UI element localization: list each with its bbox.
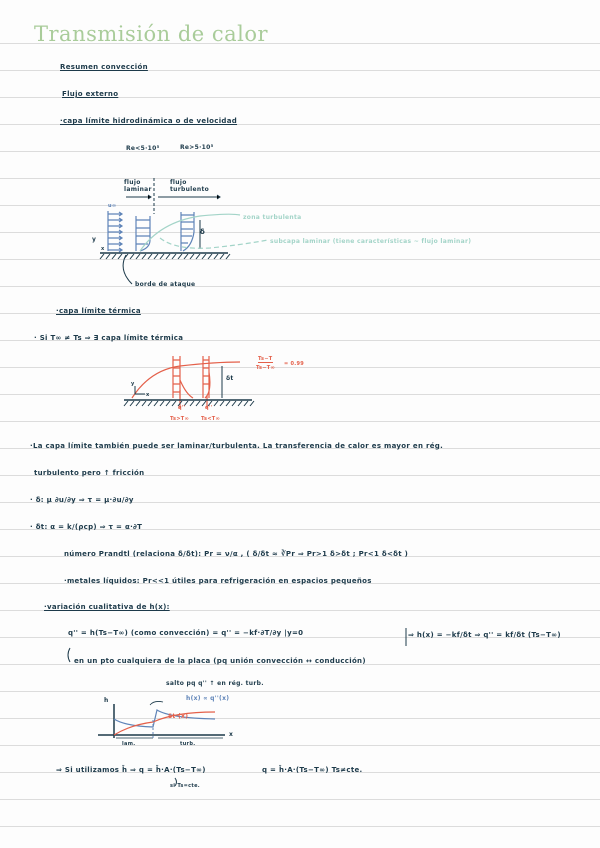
label-q1: q'' [178,405,186,411]
label-delta: δ [200,228,206,236]
reynolds-turbulento: Re>5·10⁵ [180,144,214,151]
velocity-arrow [108,248,122,252]
label-lam: lam. [122,741,136,747]
graph-axis-y: h [104,697,109,704]
heading-variacion: ·variación cualitativa de h(x): [44,603,170,611]
label-hx: h(x) ∝ q''(x) [186,695,230,702]
note-line: número Prandtl (relaciona δ/δt): Pr = ν/α , ( δ/δt ≈ ∛Pr ⇒ Pr>1 δ>δt ; Pr<1 δ<δt ) [64,550,409,558]
page-title: Transmisión de calor [34,22,269,46]
reynolds-laminar: Re<5·10⁵ [126,145,160,152]
velocity-arrow [108,212,122,216]
label-turb: turb. [180,741,196,747]
label-zona-turbulenta: zona turbulenta [243,214,302,221]
label-ts-gt: Ts>T∞ [170,416,189,422]
label-flujo-turbulento: flujo turbulento [170,179,210,193]
thermal-axis-y: y [131,381,135,387]
label-ts-lt: Ts<T∞ [201,416,220,422]
axis-x: x [101,246,105,252]
final-right: q = h̄·A·(Ts−T∞) Ts≠cte. [262,766,363,774]
axis-y: y [92,236,97,243]
heading-resumen: Resumen convección [60,63,148,71]
heading-capa-termica: ·capa límite térmica [56,307,141,315]
label-q2: q'' [205,405,213,411]
velocity-arrow [108,236,122,240]
velocity-profiles [108,211,194,252]
thermal-condition: · Si T∞ ≠ Ts ⇒ ∃ capa límite térmica [34,334,184,342]
graph-axis-x: x [229,731,234,738]
label-borde-ataque: borde de ataque [135,281,196,288]
hx-graph [98,701,225,738]
label-dtx: δt (x) [168,713,189,720]
equation-line1: q'' = h(Ts−T∞) (como convección) = q'' = −kf·∂T/∂y |y=0 [68,629,304,637]
equation-line1-right: ⇒ h(x) = −kf/δt ⇒ q'' = kf/δt (Ts−T∞) [408,631,561,639]
equation-line2: en un pto cualquiera de la placa (pq unión convección ↔ conducción) [74,657,366,665]
thermal-axis-x: x [146,392,150,398]
ratio-numerator: Ts−T [258,356,273,362]
heading-flujo-externo: Flujo externo [62,90,119,98]
label-u-inf: u∞ [108,203,117,209]
velocity-arrow [108,218,122,222]
boundary-layer-curves [140,214,268,251]
label-flujo-laminar: flujo laminar [124,179,152,193]
note-line: · δ: μ ∂u/∂y ⇒ τ = μ·∂u/∂y [30,496,134,504]
ratio-denominator: Ts−T∞ [256,365,275,371]
note-line: ·La capa límite también puede ser laminar/turbulenta. La transferencia de calor es mayor en rég. [30,442,444,450]
plate-1 [100,253,230,284]
label-delta-t: δt [226,375,234,382]
note-line: · δt: α = k/(ρcp) ⇒ τ = α·∂T [30,523,143,531]
velocity-arrow [108,242,122,246]
note-line: turbulento pero ↑ fricción [34,469,145,477]
ratio-value: = 0.99 [284,361,305,367]
heading-capa-hidrodinamica: ·capa límite hidrodinámica o de velocidad [60,117,238,125]
note-line: ·metales líquidos: Pr<<1 útiles para refrigeración en espacios pequeños [64,577,372,585]
final-note: si Ts=cte. [170,783,200,789]
label-subcapa-laminar: subcapa laminar (tiene características ~ flujo laminar) [270,238,472,245]
final-left: ⇒ Si utilizamos h̄ ⇒ q = h̄·A·(Ts−T∞) [56,766,206,774]
label-salto: salto pq q'' ↑ en rég. turb. [166,680,264,687]
velocity-arrow [108,224,122,228]
velocity-arrow [108,230,122,234]
